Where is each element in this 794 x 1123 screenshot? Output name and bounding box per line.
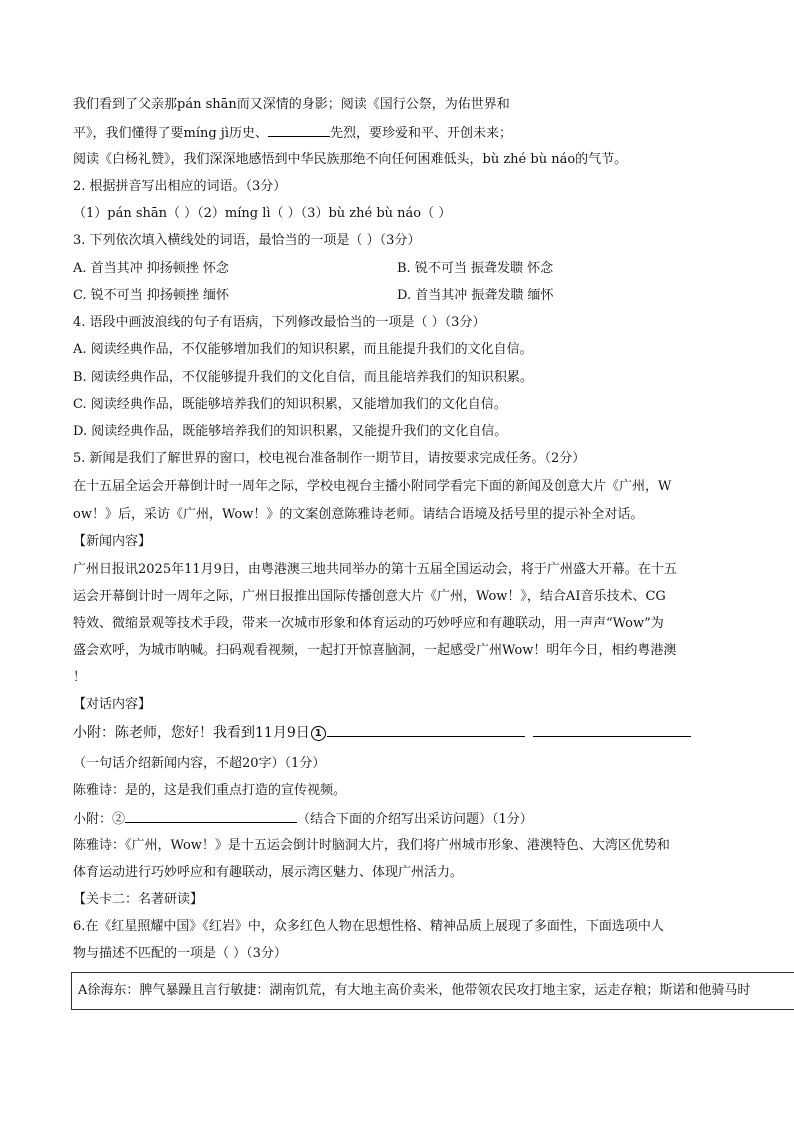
question-3: 3. 下列依次填入横线处的词语，最恰当的一项是（ ）（3分） (73, 233, 421, 248)
question-5: 5. 新闻是我们了解世界的窗口，校电视台准备制作一期节目，请按要求完成任务。（2分） (73, 451, 586, 466)
dialogue-line-4: 陈雅诗：《广州，Wow！》是十五运会倒计时脑洞大片，我们将广州城市形象、港澳特色、大湾区优势和 (73, 838, 670, 853)
dialogue-hint-1: （一句话介绍新闻内容，不超20字）（1分） (73, 756, 326, 771)
q3-option-d: D. 首当其冲 振聋发聩 缅怀 (397, 288, 554, 303)
q3-option-b: B. 锐不可当 振聋发聩 怀念 (397, 261, 554, 276)
question-6-line-2: 物与描述不匹配的一项是（ ）（3分） (73, 946, 287, 961)
dialogue-line-2: 陈雅诗：是的，这是我们重点打造的宣传视频。 (73, 783, 347, 798)
news-line-1: 广州日报讯2025年11月9日，由粤港澳三地共同举办的第十五届全国运动会，将于广州盛大开幕。在十五 (73, 562, 677, 577)
dialogue-heading: 【对话内容】 (73, 697, 152, 712)
passage-line-2 (73, 124, 512, 143)
passage-line-1: 我们看到了父亲那pán shān而又深情的身影；阅读《国行公祭，为佑世界和 (73, 97, 510, 112)
answer-blank-1 (327, 724, 525, 737)
fill-blank (268, 124, 330, 137)
passage-line-2b: 先烈，要珍爱和平、开创未来； (330, 126, 513, 141)
news-heading: 【新闻内容】 (73, 534, 152, 549)
section-2-heading: 【关卡二：名著研读】 (73, 892, 204, 907)
news-line-2: 运会开幕倒计时一周年之际，广州日报推出国际传播创意大片《广州，Wow！》，结合AI音乐技术、CG (73, 589, 666, 604)
q4-option-c: C. 阅读经典作品，既能够培养我们的知识积累，又能增加我们的文化自信。 (73, 397, 507, 412)
q4-option-a: A. 阅读经典作品，不仅能够增加我们的知识积累，而且能提升我们的文化自信。 (73, 342, 533, 357)
q5-prompt-2: ow！》后，采访《广州，Wow！》的文案创意陈雅诗老师。请结合语境及括号里的提示补全对话。 (73, 507, 644, 522)
option-table-box (71, 972, 794, 1010)
q3-option-c: C. 锐不可当 抑扬顿挫 缅怀 (73, 288, 230, 303)
dialogue-3-hint: （结合下面的介绍写出采访问题）（1分） (297, 812, 533, 827)
circled-number-1: 1 (311, 726, 326, 741)
news-line-3: 特效、微缩景观等技术手段，带来一次城市形象和体育运动的巧妙呼应和有趣联动，用一声声“Wow”为 (73, 616, 664, 631)
answer-blank-1b (533, 724, 691, 737)
dialogue-line-1 (73, 724, 691, 742)
question-2-options: （1）pán shān（ ）（2）míng lì（ ）（3）bù zhé bù náo（ ） (73, 206, 452, 221)
dialogue-1-text: 小附：陈老师，您好！我看到11月9日 (73, 725, 310, 741)
dialogue-line-3 (73, 810, 533, 829)
q4-option-d: D. 阅读经典作品，既能够培养我们的知识积累，又能提升我们的文化自信。 (73, 424, 508, 439)
question-6-line-1: 6.在《红星照耀中国》《红岩》中，众多红色人物在思想性格、精神品质上展现了多面性，下面选项中人 (73, 919, 664, 934)
q3-option-a: A. 首当其冲 抑扬顿挫 怀念 (73, 261, 229, 276)
q4-option-b: B. 阅读经典作品，不仅能够提升我们的文化自信，而且能培养我们的知识积累。 (73, 370, 533, 385)
news-line-5: ！ (73, 670, 87, 685)
question-4: 4. 语段中画波浪线的句子有语病，下列修改最恰当的一项是（ ）（3分） (73, 315, 486, 330)
q5-prompt-1: 在十五届全运会开幕倒计时一周年之际，学校电视台主播小附同学看完下面的新闻及创意大片《广州，W (73, 479, 672, 494)
news-line-4: 盛会欢呼，为城市呐喊。扫码观看视频，一起打开惊喜脑洞，一起感受广州Wow！明年今日，相约粤港澳 (73, 643, 677, 658)
question-2: 2. 根据拼音写出相应的词语。（3分） (73, 179, 287, 194)
dialogue-line-5: 体育运动进行巧妙呼应和有趣联动，展示湾区魅力、体现广州活力。 (73, 865, 464, 880)
answer-blank-2 (125, 810, 297, 823)
passage-line-2a: 平》，我们懂得了要míng jì历史、 (73, 126, 269, 141)
option-a-text: A徐海东：脾气暴躁且言行敏捷：湖南饥荒，有大地主高价卖米，他带领农民攻打地主家，运走存粮；斯诺和他骑马时 (78, 983, 751, 998)
dialogue-3-text: 小附：② (73, 812, 126, 827)
passage-line-3: 阅读《白杨礼赞》，我们深深地感悟到中华民族那绝不向任何困难低头，bù zhé bù náo的气节。 (73, 152, 628, 167)
